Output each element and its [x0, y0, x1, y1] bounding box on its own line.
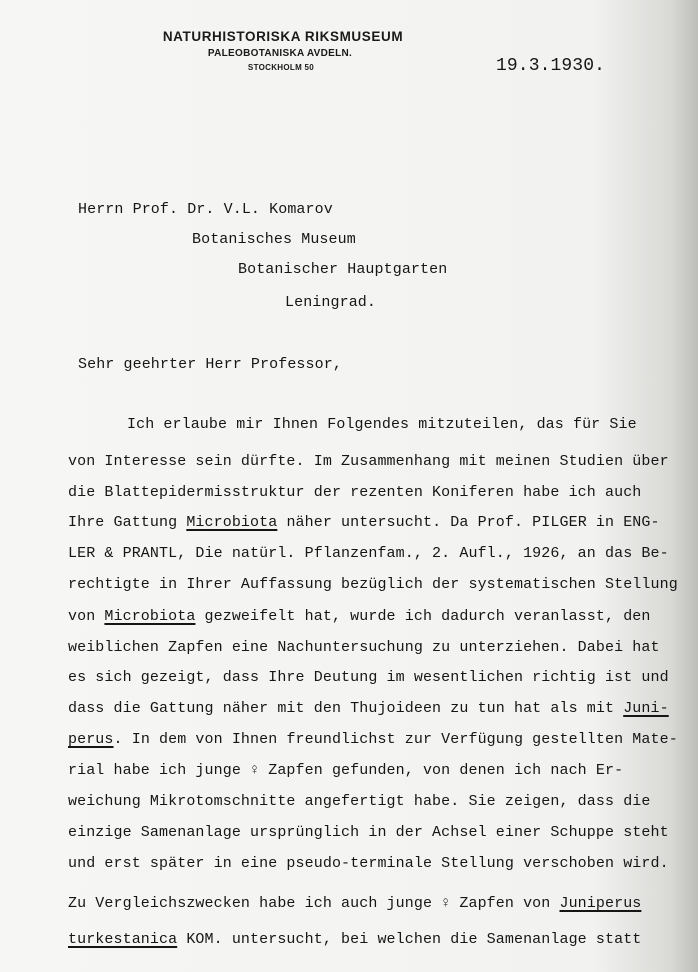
body-line — [127, 416, 637, 433]
body-line — [68, 700, 669, 717]
body-text: dass die Gattung näher mit den Thujoideen zu tun hat als mit — [68, 700, 624, 717]
address-line-museum: Botanisches Museum — [192, 231, 356, 248]
body-line — [68, 545, 669, 562]
body-text: Ich erlaube mir Ihnen Folgendes mitzuteilen, das für Sie — [127, 416, 637, 433]
underlined-taxon: Microbiota — [104, 608, 196, 625]
body-text: . In dem von Ihnen freundlichst zur Verfügung gestellten Mate- — [113, 731, 678, 748]
body-text: rechtigte in Ihrer Auffassung bezüglich der systematischen Stellung — [68, 576, 678, 593]
body-text: rial habe ich junge ♀ Zapfen gefunden, von denen ich nach Er- — [68, 762, 624, 779]
underlined-taxon: Juniperus — [559, 895, 642, 912]
body-line — [68, 639, 660, 656]
body-text: Zu Vergleichszwecken habe ich auch junge ♀ Zapfen von — [68, 895, 560, 912]
body-line — [68, 855, 669, 872]
body-line — [68, 514, 660, 531]
underlined-taxon: Juni- — [623, 700, 669, 717]
body-text: die Blattepidermisstruktur der rezenten Koniferen habe ich auch — [68, 484, 642, 501]
address-line-garden: Botanischer Hauptgarten — [238, 261, 448, 278]
body-text: LER & PRANTL, Die natürl. Pflanzenfam., 2. Aufl., 1926, an das Be- — [68, 545, 669, 562]
body-text: und erst später in eine pseudo-terminale Stellung verschoben wird. — [68, 855, 669, 872]
body-line — [68, 793, 651, 810]
letter-date: 19.3.1930. — [496, 56, 606, 76]
salutation: Sehr geehrter Herr Professor, — [78, 356, 342, 373]
letterhead-institution: NATURHISTORISKA RIKSMUSEUM — [162, 29, 404, 44]
body-line — [68, 762, 623, 779]
body-line — [68, 453, 669, 470]
body-text: weiblichen Zapfen eine Nachuntersuchung zu unterziehen. Dabei hat — [68, 639, 660, 656]
body-text: KOM. untersucht, bei welchen die Samenanlage statt — [177, 931, 642, 948]
body-line — [68, 576, 678, 593]
address-line-city: Leningrad. — [285, 294, 377, 311]
body-line — [68, 824, 669, 841]
address-line-recipient: Herrn Prof. Dr. V.L. Komarov — [78, 201, 333, 218]
body-text: näher untersucht. Da Prof. PILGER in ENG- — [277, 514, 660, 531]
body-text: Ihre Gattung — [68, 514, 187, 531]
body-line — [68, 895, 641, 912]
body-line — [68, 669, 669, 686]
body-line — [68, 608, 651, 625]
body-text: einzige Samenanlage ursprünglich in der Achsel einer Schuppe steht — [68, 824, 669, 841]
body-text: es sich gezeigt, dass Ihre Deutung im wesentlichen richtig ist und — [68, 669, 669, 686]
body-text: von Interesse sein dürfte. Im Zusammenhang mit meinen Studien über — [68, 453, 669, 470]
body-line — [68, 731, 678, 748]
body-line — [68, 484, 641, 501]
body-line — [68, 931, 641, 948]
body-text: weichung Mikrotomschnitte angefertigt habe. Sie zeigen, dass die — [68, 793, 651, 810]
body-text: von — [68, 608, 105, 625]
underlined-taxon: perus — [68, 731, 114, 748]
underlined-taxon: turkestanica — [68, 931, 178, 948]
body-text: gezweifelt hat, wurde ich dadurch veranlasst, den — [195, 608, 651, 625]
letterhead-city: STOCKHOLM 50 — [247, 63, 315, 72]
underlined-taxon: Microbiota — [186, 514, 278, 531]
letterhead-department: PALEOBOTANISKA AVDELN. — [207, 48, 353, 59]
